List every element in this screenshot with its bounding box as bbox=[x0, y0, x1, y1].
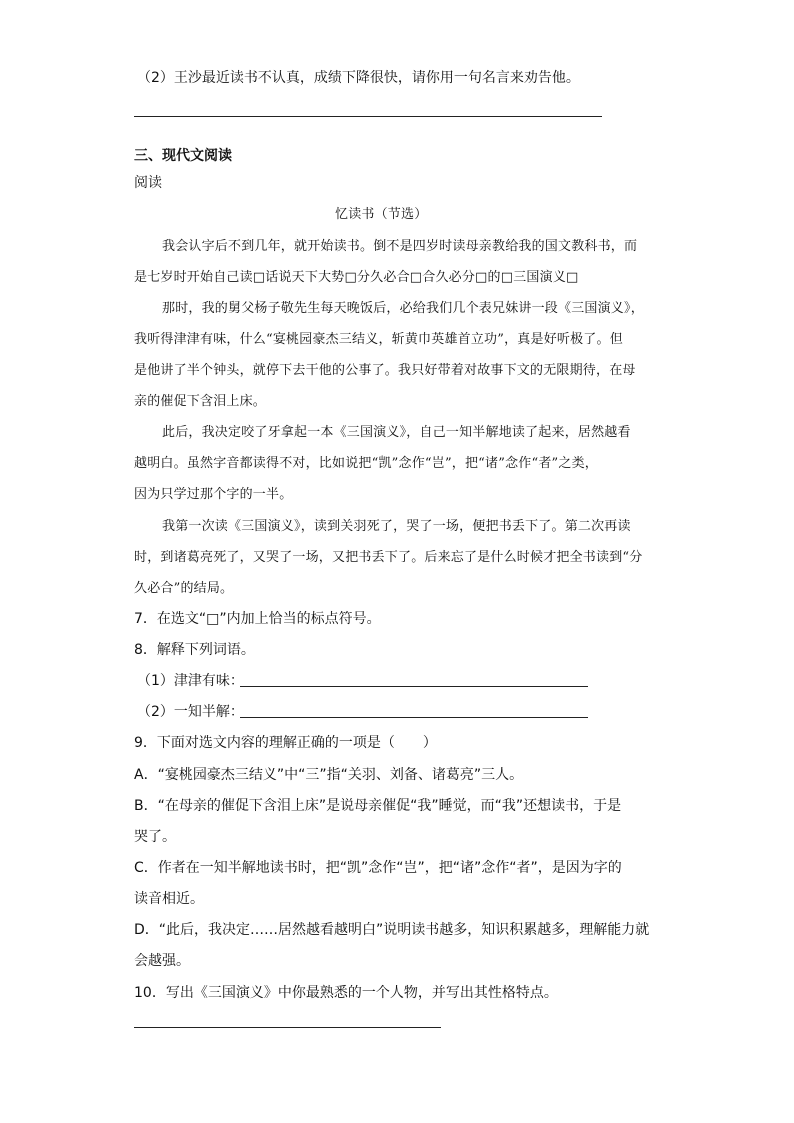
passage-line: 越明白。虽然字音都读得不对，比如说把“凯”念作“岂”，把“诸”念作“者”之类， bbox=[134, 456, 598, 471]
section-heading: 三、现代文阅读 bbox=[134, 148, 232, 164]
passage-title: 忆读书（节选） bbox=[335, 207, 428, 222]
answer-line-8-1[interactable] bbox=[240, 686, 588, 687]
option-b: B．“在母亲的催促下含泪上床”是说母亲催促“我”睡觉，而“我”还想读书，于是 bbox=[134, 798, 622, 814]
question-10: 10．写出《三国演义》中你最熟悉的一个人物，并写出其性格特点。 bbox=[134, 985, 558, 1001]
option-c-cont: 读音相近。 bbox=[134, 891, 204, 907]
passage-line: 久必合”的结局。 bbox=[134, 581, 234, 596]
question-8-item-1: （1）津津有味： bbox=[137, 673, 244, 689]
passage-line: 是七岁时开始自己读□话说天下大势□分久必合□合久必分□的□三国演义□ bbox=[134, 270, 579, 285]
question-9: 9．下面对选文内容的理解正确的一项是（ ） bbox=[134, 735, 437, 751]
question-6-2: （2）王沙最近读书不认真，成绩下降很快，请你用一句名言来劝告他。 bbox=[137, 70, 580, 86]
passage-line: 时，到诸葛亮死了，又哭了一场，又把书丢下了。后来忘了是什么时候才把全书读到“分 bbox=[134, 550, 643, 565]
question-7: 7．在选文“□”内加上恰当的标点符号。 bbox=[134, 611, 381, 627]
passage-line: 我听得津津有味，什么“宴桃园豪杰三结义，斩黄巾英雄首立功”，真是好听极了。但 bbox=[134, 332, 623, 347]
passage-line: 此后，我决定咬了牙拿起一本《三国演义》，自己一知半解地读了起来，居然越看 bbox=[162, 425, 631, 440]
passage-line: 我会认字后不到几年，就开始读书。倒不是四岁时读母亲教给我的国文教科书，而 bbox=[162, 239, 638, 254]
section-subheading: 阅读 bbox=[134, 175, 162, 191]
passage-line: 是他讲了半个钟头，就停下去干他的公事了。我只好带着对故事下文的无限期待，在母 bbox=[134, 363, 636, 378]
question-8-item-2: （2）一知半解： bbox=[137, 704, 244, 720]
passage-line: 因为只学过那个字的一半。 bbox=[134, 487, 293, 502]
answer-line-10[interactable] bbox=[134, 1027, 441, 1028]
option-b-cont: 哭了。 bbox=[134, 829, 176, 845]
option-a: A．“宴桃园豪杰三结义”中“三”指“关羽、刘备、诸葛亮”三人。 bbox=[134, 767, 524, 783]
option-d: D．“此后，我决定……居然越看越明白”说明读书越多，知识积累越多，理解能力就 bbox=[134, 922, 650, 938]
answer-line-6-2 bbox=[134, 116, 602, 117]
passage-line: 亲的催促下含泪上床。 bbox=[134, 394, 267, 409]
option-d-cont: 会越强。 bbox=[134, 953, 190, 969]
passage-line: 我第一次读《三国演义》，读到关羽死了，哭了一场，便把书丢下了。第二次再读 bbox=[162, 519, 631, 534]
option-c: C．作者在一知半解地读书时，把“凯”念作“岂”，把“诸”念作“者”，是因为字的 bbox=[134, 860, 622, 876]
question-8: 8．解释下列词语。 bbox=[134, 642, 255, 658]
passage-line: 那时，我的舅父杨子敬先生每天晚饭后，必给我们几个表兄妹讲一段《三国演义》， bbox=[162, 301, 644, 316]
answer-line-8-2[interactable] bbox=[240, 717, 588, 718]
